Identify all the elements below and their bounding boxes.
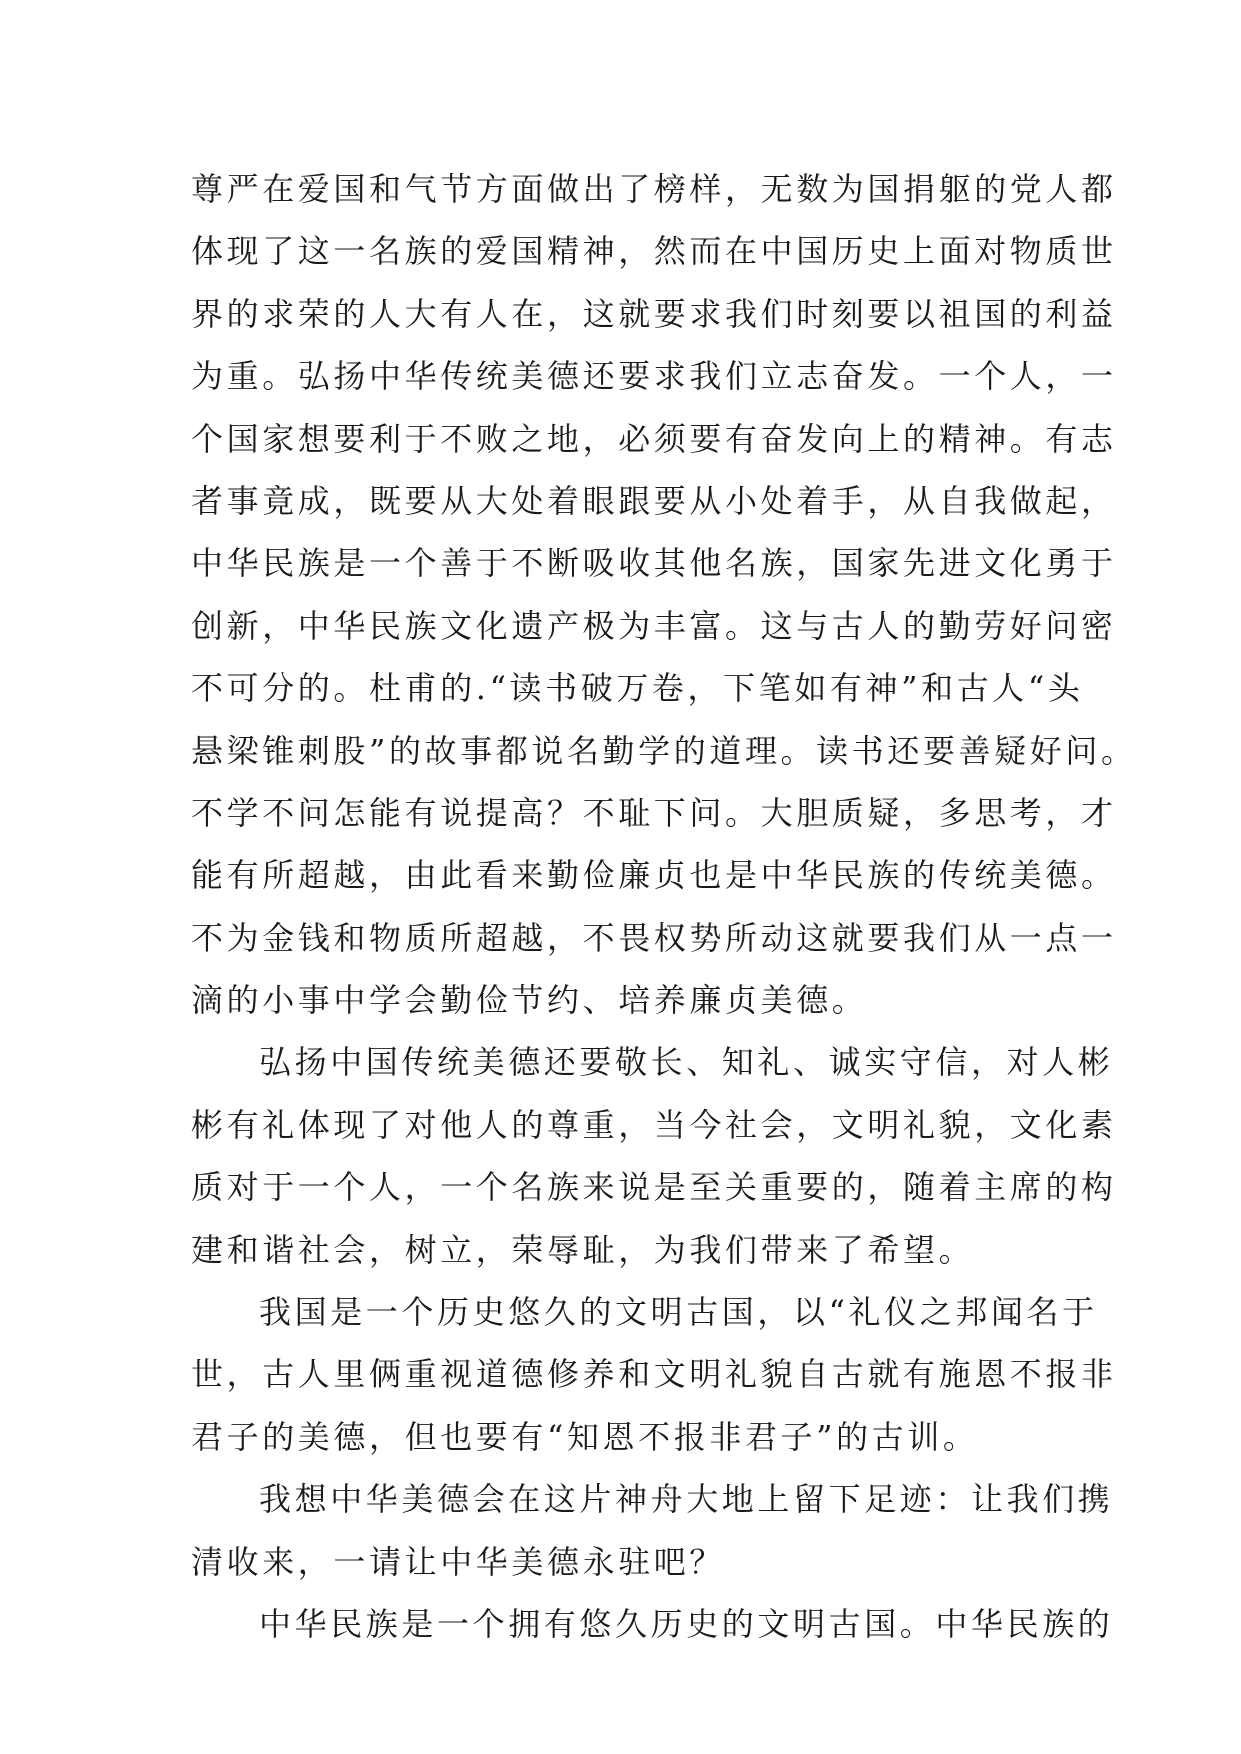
text-line: 为重。弘扬中华传统美德还要求我们立志奋发。一个人，一 (191, 357, 1117, 396)
text-line: 君子的美德，但也要有“知恩不报非君子”的古训。 (191, 1417, 979, 1456)
text-line: 不可分的。杜甫的.“读书破万卷，下笔如有神”和古人“头 (191, 669, 1084, 708)
text-line: 建和谐社会，树立，荣辱耻，为我们带来了希望。 (191, 1230, 975, 1269)
text-line: 者事竟成，既要从大处着眼跟要从小处着手，从自我做起， (191, 481, 1117, 520)
text-line: 不学不问怎能有说提高？不耻下问。大胆质疑，多思考，才 (191, 793, 1117, 832)
text-line: 个国家想要利于不败之地，必须要有奋发向上的精神。有志 (191, 419, 1117, 458)
paragraph-first-line: 中华民族是一个拥有悠久历史的文明古国。中华民族的 (259, 1604, 1114, 1643)
text-line: 创新，中华民族文化遗产极为丰富。这与古人的勤劳好问密 (191, 606, 1117, 645)
text-line: 滴的小事中学会勤俭节约、培养廉贞美德。 (191, 981, 868, 1020)
paragraph-first-line: 弘扬中国传统美德还要敬长、知礼、诚实守信，对人彬 (259, 1043, 1114, 1082)
text-line: 能有所超越，由此看来勤俭廉贞也是中华民族的传统美德。 (191, 856, 1117, 895)
text-line: 彬有礼体现了对他人的尊重，当今社会，文明礼貌，文化素 (191, 1105, 1117, 1144)
document-body (191, 158, 1137, 1655)
text-line: 中华民族是一个善于不断吸收其他名族，国家先进文化勇于 (191, 544, 1117, 583)
text-line: 尊严在爱国和气节方面做出了榜样，无数为国捐躯的党人都 (191, 170, 1117, 208)
text-line: 悬梁锥刺股”的故事都说名勤学的道理。读书还要善疑好问。 (191, 731, 1137, 770)
text-line: 体现了这一名族的爱国精神，然而在中国历史上面对物质世 (191, 232, 1117, 271)
text-line: 清收来，一请让中华美德永驻吧？ (191, 1542, 726, 1581)
paragraph-first-line: 我想中华美德会在这片神舟大地上留下足迹：让我们携 (259, 1480, 1114, 1519)
paragraph-first-line: 我国是一个历史悠久的文明古国，以“礼仪之邦闻名于 (259, 1293, 1098, 1332)
text-line: 质对于一个人，一个名族来说是至关重要的，随着主席的构 (191, 1168, 1117, 1207)
text-line: 不为金钱和物质所超越，不畏权势所动这就要我们从一点一 (191, 918, 1117, 957)
text-line: 界的求荣的人大有人在，这就要求我们时刻要以祖国的利益 (191, 294, 1117, 333)
text-line: 世，古人里俩重视道德修养和文明礼貌自古就有施恩不报非 (191, 1355, 1117, 1394)
